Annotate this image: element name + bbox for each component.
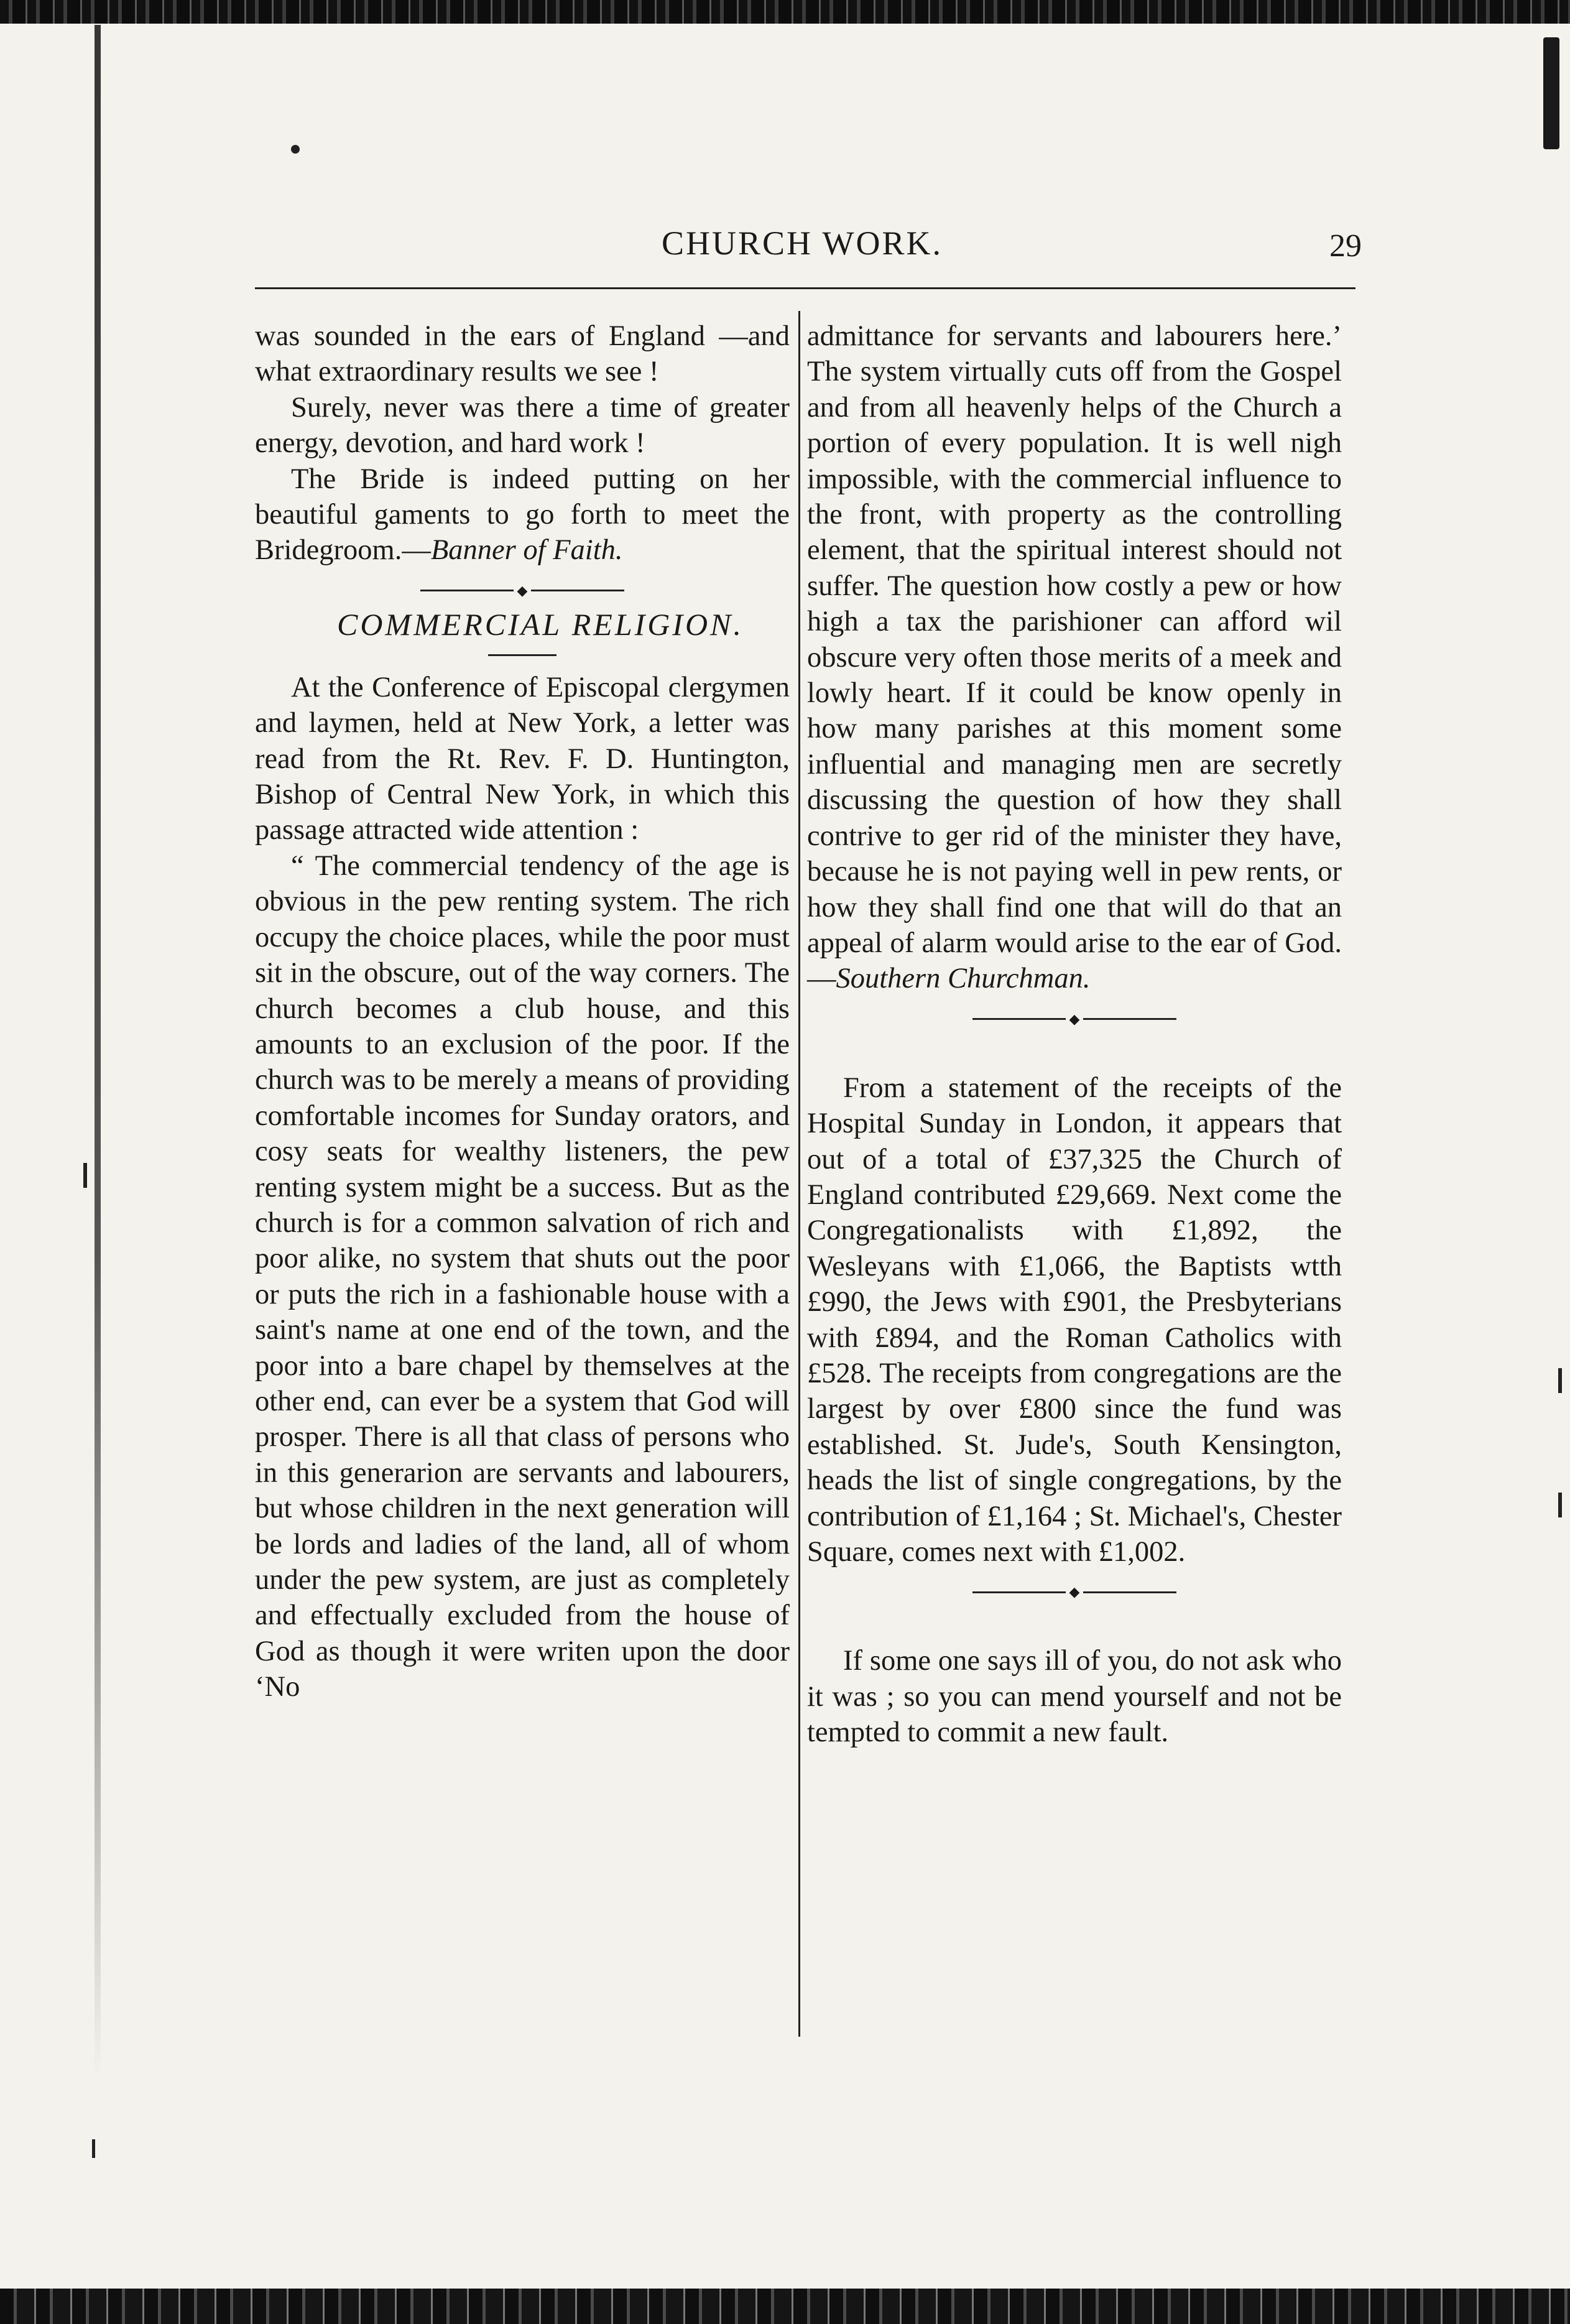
page-right-edge (1543, 37, 1559, 149)
header-rule (255, 287, 1355, 289)
paragraph: Surely, never was there a time of greater energy, devotion, and hard work ! (255, 391, 790, 460)
scan-border-top (0, 0, 1570, 24)
section-ornament: ◆ (807, 1006, 1342, 1030)
paragraph-text: admittance for servants and labourers here.’ The system virtually cuts off from the Gospel and from all heavenly helps of the Church a portion of every population. It is well nigh impossible, with the commercial influence to the front, with property as the controlling element, that the spiritual interest should not suffer. The question how costly a pew or how high a tax the parishioner can afford wil obscure very often those merits of a meek and lowly heart. If it could be know openly in how many parishes at this moment some influential and managing men are secretly discussing the question of how they shall contrive to ger rid of the minister they have, because he is not paying well in pew rents, or how they shall find one that will do that an appeal of alarm would arise to the ear of God.— (807, 320, 1342, 995)
page-left-edge (95, 25, 101, 2077)
paragraph-text: The Bride is indeed putting on her beautiful gaments to go forth to meet the Bridegroom.— (255, 463, 790, 567)
ink-speck (291, 145, 300, 154)
scan-mark (1558, 1493, 1562, 1517)
scan-mark (83, 1163, 87, 1188)
quotation-paragraph: “ The commercial tendency of the age is obvious in the pew renting system. The rich occupy the choice places, while the poor must sit in the obscure, out of the way corners. The church becomes a club house, and this amounts to an exclusion of the poor. If the church was to be merely a means of providing comfortable incomes for Sunday orators, and cosy seats for wealthy listeners, the pew renting system might be a success. But as the church is for a common salvation of rich and poor alike, no system that shuts out the poor or puts the rich in a fashionable house with a saint's name at one end of the town, and the poor into a bare chapel by themselves at the other end, can ever be a system that God will prosper. There is all that class of persons who in this generarion are servants and labourers, but whose children in the next generation will be lords and ladies of the land, all of whom under the pew system, are just as completely and effectually excluded from the house of God as though it were writen upon the door ‘No (255, 850, 790, 1703)
scan-border-bottom (0, 2289, 1570, 2324)
paragraph (255, 461, 790, 568)
section-ornament: ◆ (255, 577, 790, 602)
section-heading: COMMERCIAL RELIGION. (336, 606, 744, 642)
left-column (255, 318, 790, 1705)
paragraph (807, 318, 1342, 997)
column-divider (798, 311, 800, 2037)
running-title: CHURCH WORK. (661, 225, 943, 262)
paragraph: At the Conference of Episcopal clergymen and laymen, held at New York, a letter was read from the Rt. Rev. F. D. Huntington, Bishop of Central New York, in which this passage attracted wide attention : (255, 671, 790, 846)
paragraph: was sounded in the ears of England —and what extraordinary results we see ! (255, 320, 790, 388)
paragraph: If some one says ill of you, do not ask who it was ; so you can mend yourself and not be tempted to commit a new fault. (807, 1645, 1342, 1749)
right-column (807, 318, 1342, 1751)
scan-mark (92, 2139, 95, 2158)
page-number: 29 (1329, 228, 1362, 264)
source-citation: Banner of Faith. (430, 534, 623, 567)
source-citation: Southern Churchman. (836, 963, 1091, 995)
page-header (255, 224, 1362, 280)
scan-mark (1558, 1368, 1562, 1393)
paragraph: From a statement of the receipts of the Hospital Sunday in London, it appears that out of a total of £37,325 the Church of England contributed £29,669. Next come the Congregationalists with £1,892, the Wesleyans with £1,066, the Baptists wtth £990, the Jews with £901, the Presbyterians with £894, and the Roman Catholics with £528. The receipts from congregations are the largest by over £800 since the fund was established. St. Jude's, South Kensington, heads the list of single congregations, by the contribution of £1,164 ; St. Michael's, Chester Square, comes next with £1,002. (807, 1072, 1342, 1568)
section-ornament: ◆ (807, 1578, 1342, 1603)
heading-rule (488, 654, 556, 656)
